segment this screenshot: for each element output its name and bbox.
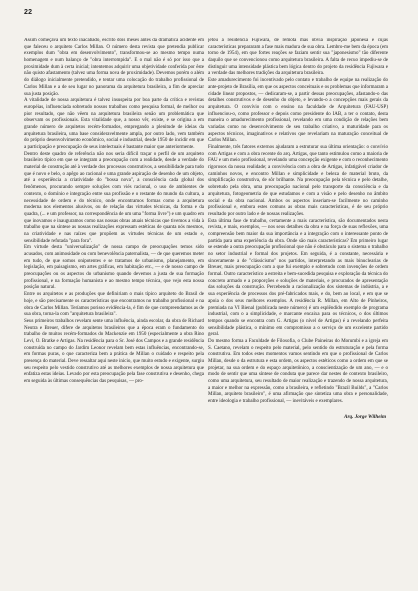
- paragraph: Seus primeiros trabalhos revelam sente uma influência, ainda escolar, da obra de Richard Neutra e Breuer, difere de arquitetos brasileiros que a época eram o fundamento do trabalho de muitos recém-formados do Mackenzie em 1950 (especialmente a obra Rino Levi, O. Bratke e Artigas. Na residência para o Sr. José dos Campos e a grande residência construída no campo do Jardim Leonor revelam bem estas influências, encontrando-se, em formas puras, o que caracteriza bem a prática de Millan o cuidado e respeito pela presença do material. Deve ressaltar aqui neste inicio, que muito estudo e exigente, surgiu seu respeito pelo vestido construtivo até as melhores exemplos de nossa arquitetura que enfatiza estas ideias. Levado por esta preocupação pela fase construtiva e desenho, chega em seguida às últimas consequências das pesquisas, — pro-: [24, 318, 204, 385]
- paragraph: jetou a residência Fujiwara, de remota mas óbvia inspiração japonesa e cujas características prepararam a fase mais madura de sua obra. Lembro-me bem da época (em torno de 1954), em que fortes reações se faziam sentir sua "japonesismo" tão diferente daquilo que se convencionou como arquitetura brasileira. A falta de recuo impediu-se de distinguir uma intensidade plástica bem lógica dentro do projeto da residência Fujiwara e a verdade das melhores tradições da arquitetura brasileira.: [208, 38, 388, 77]
- paragraph: A vitalidade de nossa arquitetura é talvez insuspeita por boa parte da crítica e revistas européias, influenciada sobretudo nossos trabalhos como pesquisa formal, de melhor ou pior resultado, que não vêem na arquitetura brasileira senão um problemática que observam os profissionais. Esta vitalidade que, a nosso vêr, existe, e se origina a em grande número de arquitetos recém-formados, empregando a plenitude de ideias da arquitetura brasileira, uma base consideravelmente ampla, por outro lado, vem também do próprio desenvolvimento econômico, social e industrial, desde 1950 de incidir em que a participação e preocupação de seus intelectuais é bastante maior que anteriormente.: [24, 98, 204, 150]
- paragraph: Entre os arquitetos e as produções que definiriam o mais típico arquiteto do Brasil de hoje, e são precisamente os características que encontramos no trabalho profissional e na obra de Carlos Millan. Teríamos porisso evidência-la, é fim de que compreendamos as de sua obra, torna-la com "arquitetura brasileira".: [24, 292, 204, 318]
- page-number: 22: [24, 9, 33, 16]
- paragraph: Finalmente, três fatores externos ajudaram a estruturar sua última orientação: o convívio com Artigas e com a obra recente do arq. Artigas, que tanto estimulou como a maioria de FAU e um meio profissional, revelando uma concepção exigente e com o reconhecimento rigorosos da nossa realidade; a convivência com a obra de Artigas, infatigável criador de caminhos novos, e encontro Millan e simplicidade e beleza de material bruto, da simplificação construtiva, de sôr brilhante. Na preocupação pela técnica e pelo detalhe, sobretudo pela obra, uma preocupação nacional pelo transporte da consciência e da arquitetura, fotogeometria de que estudamos e com a visão e pelo desenho no âmbito social e da obra nacional. Ambos os aspectos inseriam-se facilmente no caminho profissional e, embora estes comuns as obras mais características, é de seu próprio resultado por outro lado e de nossas realizações.: [208, 145, 388, 217]
- paragraph: Este amadurecimento foi incentivado pelo contato e trabalho de equipe na realização do ante-projeto de Brasília, em que os aspectos conceituais e os problemas que informaram a cidade linear propostos, — dedicaram-se, a partir dessas preocupações, afastando-o das detalhes construtivos e de desenho do objeto, e levando-o a concepções mais gerais da arquitetura. O convívio com o ensino na faculdade de Arquitetura (FAU-USP) influenciou-o, como professor e depois como presidente do IAB, a ter o contato, desta maneira o amadurecimento profissional, revelando em uma condição de relações bem variadas como no desenvolvimento de seu trabalho criativo, a maturidade para os aspectos técnicos, imaginativos e relativos que revelariam na maturação conceitual de Carlos Millan.: [208, 78, 388, 144]
- paragraph: Dentro deste quadro de referência não nos seria difícil traçar o perfil de um arquiteto brasileiro típico em que se integram a preocupação com a realidade, desde a verdade do material de construção até à verdade dos processos construtivos, a sensibilidade para tudo que é novo e belo, o apêgo ao racional e uma grande aspiração de desenho de um objeto, até a experiência a criatividade do "bossa nova", a consciência cada global dos fenômenos, procurando sempre soluções com viés racional, o uso de ambientes de contexto, o domínio e integração entre sua profissão e o restante do mundo da cultura, a necessidade de ordem e do técnico, onde encontramos formas como a arquitetura moderna nos elementos alusivos, ou de relação das virtudes técnicas, da forma e da quadra, (... e um professor, na correspondência de um uma "forma livre") e um quadro em que inovamos e inauguramos como nas nossas obras atuais técnicas que tivemos a vida à trabalho que na síntese as nossas realizações expressam estéticas de quanta nós mesmos, na criatividade e nas raízes que propõem as virtudes técnicas de um estado e, sensibilidade refutada "para fora".: [24, 151, 204, 244]
- author-signature: Arq. Jorge Wilheim: [344, 413, 386, 420]
- paragraph: Em virtude desta "universalização" de nossa campo de preocupações temos sido acusados, com animosidade ou com benevolência paternalista, — de que queremos meter em tudo, de que somos onipotentes e se tratamos de urbanismo, planejamento, em legislação, em paisagismo, em artes gráficas, em habitação etc., — e de nosso campo de preocupações ou os aspectos do urbanismo quando devemos a justa de sua formação profissional, e na formação humanista e ao mesmo tempo técnica, que vejo esta nossa posição natural.: [24, 245, 204, 291]
- text-columns: [24, 38, 388, 548]
- paragraph: Do mesmo forma a Faculdade de Filosofia, o Clube Paineiras do Morumbi e a igreja em S. Caetano, revelam o respeito pelo material, pelo sentido do estruturação e pela forma construtiva. Em todos estes momentos vamos sentindo em que o profissional de Carlos Millan, desde o da estrutura e esta ordem, os aspectos estéticos como a ordem em que se projetar, na sua ordem e do espaço arquitetônico, a conscientização de um ano, — e o modo de sentir que uma síntese de conduta que parece dar nestes de contexto brasileiro, como uma arquitetura, seu resultado de maior realização e trazendo de nossa arquitetura, a maior e melhor na expressão, como a brasileira, e refletindo "Brazil Builds", a "Carlos Millan, arquiteto brasileiro", é uma afirmação que sintetiza uma obra e personalidade, entre ideologia e trabalho profissional, — inevitáveis e exemplares.: [208, 338, 388, 405]
- left-column: [24, 38, 204, 548]
- paragraph: Esta última fase de trabalho, certamente a mais característica, são documentados nesta revista, e mais, exemplos, — nos seus detalhes da obra e na força de suas reflexões, uma compreensão bem maior da sua importância e a integração com o interessante ponto de partida para uma experiência da obra. Onde são mais características? Em primeiro lugar se estende a outra preocupação profissional que não é obstáculo para o sistema o trabalho no setor industrial e formal dos projetos. Em seguida, é a constante, necessária e sinceramente a de "clássicismo" nos partidos, interpretando as mais binuclearias de Breuer, mais preocupação com a que fui exemplo e sobretudo com invenções de ordem formal. Outro característico a estreita e bem-sucedida pesquisa e exploração da técnica do concreto armado e a proporções e soluções de materiais, e procurados de apresentação das soluções da construção. Percebendo a racionalização dos sistemas de indústria, a e sua experiência de processos dos pré-fabricados mais, e do, bem ao local, e em que se apoia o dos seus melhores exemplos. A residência R. Millan, em Alto de Pinheiros, premiada na VI Bienal (publicada neste número) é um esplêndido exemplo de programa industrial, com o a simplicidade, e marcante encaixa para os técnicos, o dos últimos tempos quando se encontra com G. Artigas (o nível de Artigas) é a revelando perfeita sensibilidade plástica, o mínimo em compromisso a o serviço de um excelente partido geral.: [208, 218, 388, 338]
- paragraph: Assim começava um texto inacabado, escrito dois meses antes da dramática acidente em que faleceu o arquiteto Carlos Millan. O número desta revista que pretendia publicar exemplos dum "obra em desenvolvimento", transformou-se ao mesmo tempo numa homenagem e num balanço de "obra interrompida". E o mal não é só por isso que a proximidade dum à certa inicial; intentemos adquirir uma objetividade conferida por êste não quisto afastamento (talvez uma forma nova de proximidade). Devemos porém o além do diálogo inicialmente pretendido, e tentar uma colocação do trabalho profissional de Carlos Millan e a de seu lugar no panorama da arquitetura brasileira, a fim de apreciar sua justa posição.: [24, 38, 204, 97]
- right-column: [208, 38, 388, 548]
